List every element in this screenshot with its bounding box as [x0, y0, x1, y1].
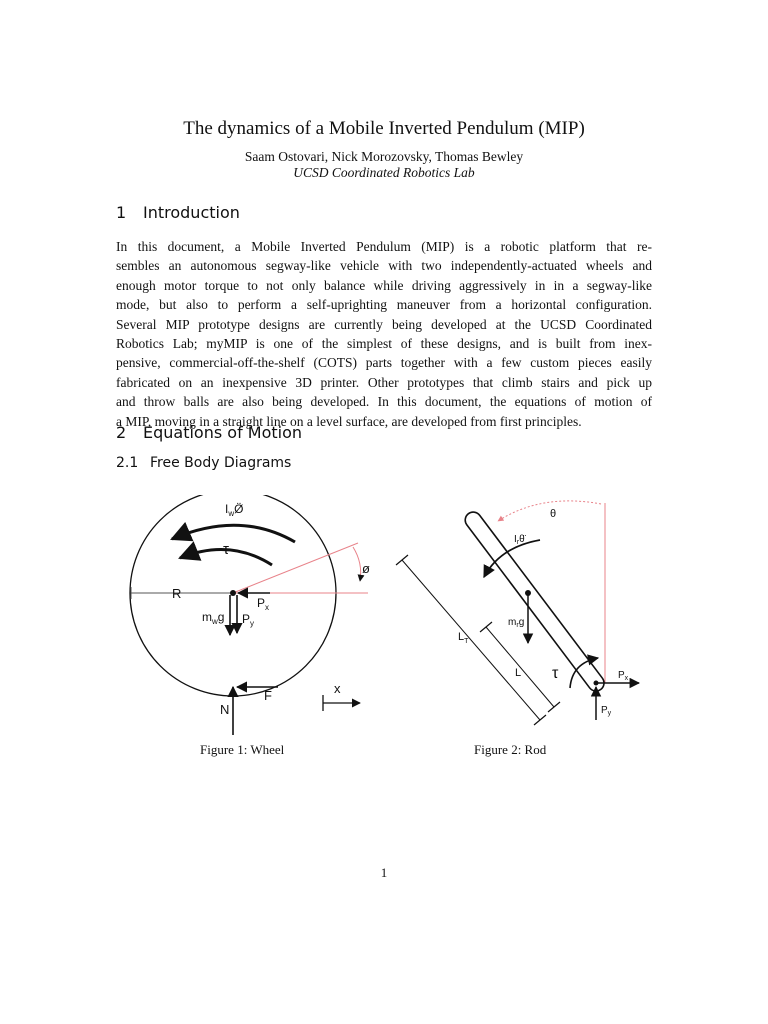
section-number: 2 [116, 423, 127, 442]
subsection-title: Free Body Diagrams [150, 455, 292, 471]
page-number: 1 [380, 865, 388, 880]
rod-free-body-diagram [392, 495, 652, 735]
author-list: Saam Ostovari, Nick Morozovsky, Thomas Bewley [244, 149, 524, 164]
inertia-label: $I_wØ̈$ [225, 502, 244, 518]
paper-title: The dynamics of a Mobile Inverted Pendulum (MIP) [183, 118, 585, 139]
paragraph-line: enough motor torque to not only balance while driving aggressively in in a segway-like [116, 277, 652, 293]
section-title: Equations of Motion [143, 423, 303, 442]
rod-weight-label: $m_rg$ [508, 617, 525, 629]
angle-reference-line [233, 543, 358, 593]
phi-angle-arc [353, 547, 361, 581]
rod-py-label: $P_y$ [601, 705, 612, 717]
half-length-label: L [515, 667, 522, 679]
paragraph-line: fabricated on an inexpensive 3D printer. Other prototypes that climb stairs and pick up [116, 374, 652, 390]
rod-pivot [594, 681, 599, 686]
theta-label: θ [550, 508, 557, 520]
paragraph-line: Several MIP prototype designs are currently being developed at the UCSD Coordinated [116, 316, 652, 332]
section-heading-equations [116, 423, 302, 442]
section-number: 1 [116, 203, 127, 222]
rod-tau-label: τ [552, 665, 559, 682]
subsection-number: 2.1 [116, 455, 139, 471]
px-label: $P_x$ [257, 596, 270, 612]
phi-label: ø [362, 561, 370, 576]
total-length-tick-bottom [534, 715, 546, 725]
half-length-tick-top [480, 622, 492, 632]
rod-inertia-label: $I_r\thetä$ [514, 534, 525, 546]
paragraph-line: sembles an autonomous segway-like vehicle with two independently-actuated wheels and [116, 258, 652, 274]
section-heading-introduction [116, 203, 240, 222]
subsection-heading-free-body [116, 455, 291, 471]
rod-px-label: $P_x$ [618, 670, 629, 682]
paragraph-line: Robotics Lab; myMIP is one of the simplest of these designs, and is built from inex- [116, 336, 652, 352]
figure1-caption: Figure 1: Wheel [200, 742, 285, 757]
inertial-torque-arrow [172, 525, 295, 542]
paragraph-line: mode, but also to perform a self-uprighting maneuver from a horizontal configuration. [116, 297, 652, 313]
normal-label: N [220, 702, 230, 717]
total-length-dimension [402, 560, 540, 720]
paragraph-line: In this document, a Mobile Inverted Pendulum (MIP) is a robotic platform that re- [116, 239, 652, 254]
total-length-label: $L_T$ [458, 631, 469, 645]
introduction-paragraph [116, 237, 652, 431]
x-axis-label: x [334, 681, 341, 696]
total-length-tick-top [396, 555, 408, 565]
friction-label: F [264, 688, 272, 703]
figure2-caption: Figure 2: Rod [474, 742, 547, 757]
paragraph-line: pensive, commercial-off-the-shelf (COTS) parts together with a few custom pieces easily [116, 355, 652, 371]
affiliation: UCSD Coordinated Robotics Lab [293, 165, 475, 180]
rod-body [462, 509, 607, 694]
section-title: Introduction [143, 203, 240, 222]
paragraph-line: a MIP, moving in a straight line on a level surface, are developed from first principles. [116, 413, 582, 429]
tau-label: τ [223, 541, 229, 558]
py-label: $P_y$ [242, 612, 255, 628]
paragraph-line: and throw balls are also being developed. In this document, the equations of motion of [116, 394, 652, 410]
wheel-free-body-diagram [120, 495, 380, 735]
half-length-tick-bottom [548, 702, 560, 712]
wheel-weight-label: $m_wg$ [202, 610, 225, 626]
radius-label: R [172, 586, 182, 601]
wheel-center [230, 590, 236, 596]
